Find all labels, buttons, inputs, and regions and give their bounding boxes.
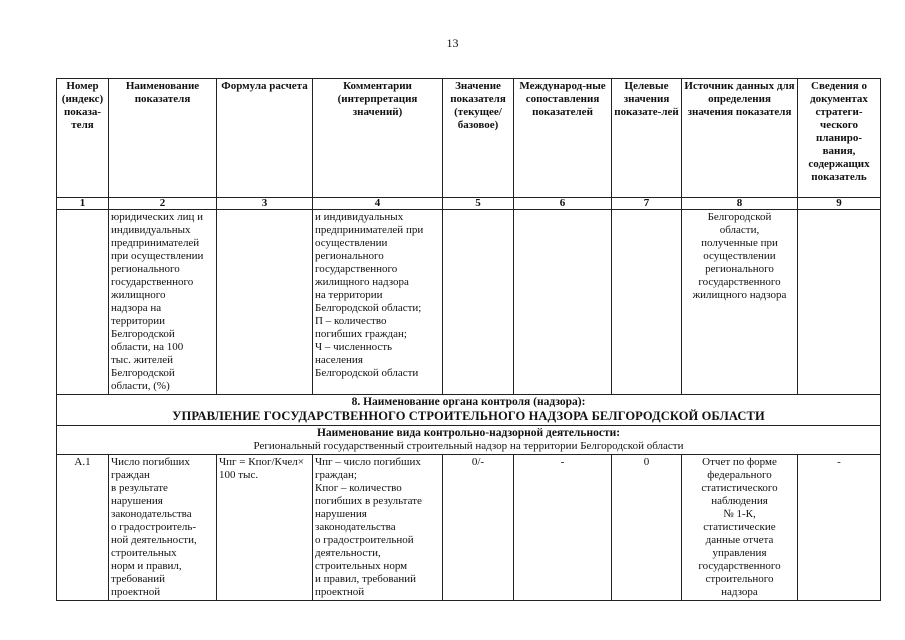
cell-text-line: и правил, требований: [315, 573, 416, 586]
cont-name-cell: [109, 210, 217, 395]
cell-text-line: области, на 100: [111, 340, 184, 353]
cont-comment-cell: [313, 210, 443, 395]
cont-index-cell: [57, 210, 109, 395]
cell-text-line: жилищного надзора: [315, 275, 409, 288]
cell-text-line: Чпг – число погибших: [315, 456, 421, 469]
cell-text-line: Число погибших: [111, 456, 190, 469]
cell-text-line: статистического: [701, 482, 778, 495]
cell-text-line: Белгородской: [111, 327, 175, 340]
section-authority-name: УПРАВЛЕНИЕ ГОСУДАРСТВЕННОГО СТРОИТЕЛЬНОГО НАДЗОРА БЕЛГОРОДСКОЙ ОБЛАСТИ: [172, 409, 765, 424]
cell-text-line: проектной: [111, 586, 161, 599]
column-number: 9: [798, 198, 881, 210]
cell-text-line: регионального: [315, 249, 384, 262]
cell-text-line: юридических лиц и: [111, 211, 204, 223]
cell-text-line: в результате: [111, 482, 168, 495]
cell-text-line: строительного: [705, 573, 774, 586]
cell-text-line: управления: [712, 547, 767, 560]
cont-value-cell: [443, 210, 514, 395]
row-value: 0/-: [443, 455, 514, 601]
header-source: Источник данных для определения значения показателя: [682, 79, 798, 198]
row-target: 0: [612, 455, 682, 601]
cell-text-line: проектной: [315, 586, 365, 599]
cell-text-line: № 1-К,: [723, 508, 756, 521]
cell-text-line: надзора: [721, 586, 758, 599]
cell-text-line: нарушения: [111, 495, 163, 508]
cell-text-line: области,: [719, 223, 760, 236]
section-heading: [57, 394, 881, 425]
cont-target-cell: [612, 210, 682, 395]
cell-text-line: Кпог – количество: [315, 482, 402, 495]
cell-text-line: погибших граждан;: [315, 327, 407, 340]
subsection-heading: [57, 425, 881, 455]
cell-text-line: государственного: [111, 275, 194, 288]
cont-source-cell: [682, 210, 798, 395]
row-docs: -: [798, 455, 881, 601]
cell-text-line: Чпг = Кпог/Кчел×: [219, 456, 304, 469]
column-number: 2: [109, 198, 217, 210]
cell-text-line: и индивидуальных: [315, 211, 404, 223]
cont-intl-cell: [514, 210, 612, 395]
subsection-title: Наименование вида контрольно-надзорной деятельности:: [316, 426, 621, 439]
cell-text-line: П – количество: [315, 314, 387, 327]
cell-text-line: о градостроитель-: [111, 521, 197, 534]
cell-text-line: Белгородской: [111, 366, 175, 379]
cell-text-line: нарушения: [315, 508, 367, 521]
continued-row: [57, 210, 881, 395]
cell-text-line: Отчет по форме: [702, 456, 777, 469]
cell-text-line: 100 тыс.: [219, 469, 259, 482]
row-indicator-name: [109, 455, 217, 601]
cell-text-line: строительных: [111, 547, 177, 560]
cell-text-line: наблюдения: [711, 495, 768, 508]
cell-text-line: требований: [111, 573, 166, 586]
cell-text-line: полученные при: [701, 236, 778, 249]
column-number: 7: [612, 198, 682, 210]
header-formula: Формула расчета: [217, 79, 313, 198]
column-number: 8: [682, 198, 798, 210]
cell-text-line: ной деятельности,: [111, 534, 197, 547]
subsection-row: [57, 425, 881, 455]
cell-text-line: федерального: [707, 469, 772, 482]
column-number: 4: [313, 198, 443, 210]
cell-text-line: данные отчета: [705, 534, 774, 547]
cell-text-line: погибших в результате: [315, 495, 422, 508]
section-number-title: 8. Наименование органа контроля (надзора):: [351, 395, 586, 408]
cell-text-line: надзора на: [111, 301, 162, 314]
cell-text-line: предпринимателей: [111, 236, 200, 249]
column-number: 6: [514, 198, 612, 210]
cell-text-line: статистические: [703, 521, 776, 534]
indicator-table: [56, 78, 881, 601]
cell-text-line: жилищного надзора: [692, 288, 787, 301]
cell-text-line: Белгородской области: [315, 366, 419, 379]
cell-text-line: о градостроительной: [315, 534, 414, 547]
cell-text-line: осуществлении: [703, 249, 776, 262]
cell-text-line: жилищного: [111, 288, 166, 301]
cell-text-line: деятельности,: [315, 547, 381, 560]
cell-text-line: норм и правил,: [111, 560, 182, 573]
cell-text-line: граждан;: [315, 469, 357, 482]
cell-text-line: осуществлении: [315, 236, 388, 249]
row-comment: [313, 455, 443, 601]
row-formula: [217, 455, 313, 601]
cell-text-line: регионального: [705, 262, 774, 275]
cell-text-line: граждан: [111, 469, 150, 482]
header-comments: Комментарии (интерпретация значений): [313, 79, 443, 198]
cell-text-line: законодательства: [315, 521, 396, 534]
header-index: Номер (индекс) показа-теля: [57, 79, 109, 198]
header-documents: Сведения о документах стратеги-ческого планиро-вания, содержащих показатель: [798, 79, 881, 198]
cell-text-line: на территории: [315, 288, 383, 301]
cell-text-line: тыс. жителей: [111, 353, 174, 366]
cell-text-line: государственного: [315, 262, 398, 275]
subsection-activity: Региональный государственный строительный надзор на территории Белгородской области: [253, 440, 684, 453]
cell-text-line: Ч – численность: [315, 340, 393, 353]
cell-text-line: Белгородской: [707, 211, 772, 223]
section-row: [57, 394, 881, 425]
row-source: [682, 455, 798, 601]
cell-text-line: строительных норм: [315, 560, 408, 573]
cell-text-line: области, (%): [111, 379, 170, 392]
row-index: А.1: [57, 455, 109, 601]
header-row: [57, 79, 881, 198]
cont-formula-cell: [217, 210, 313, 395]
cell-text-line: законодательства: [111, 508, 192, 521]
cell-text-line: при осуществлении: [111, 249, 204, 262]
header-international: Международ-ные сопоставления показателей: [514, 79, 612, 198]
header-name: Наименование показателя: [109, 79, 217, 198]
cont-docs-cell: [798, 210, 881, 395]
cell-text-line: регионального: [111, 262, 180, 275]
page-number: 13: [446, 36, 459, 50]
cell-text-line: государственного: [698, 275, 781, 288]
row-intl: -: [514, 455, 612, 601]
table-row: [57, 455, 881, 601]
header-target: Целевые значения показате-лей: [612, 79, 682, 198]
cell-text-line: государственного: [698, 560, 781, 573]
cell-text-line: населения: [315, 353, 363, 366]
cell-text-line: территории: [111, 314, 166, 327]
cell-text-line: предпринимателей при: [315, 223, 424, 236]
cell-text-line: индивидуальных: [111, 223, 191, 236]
column-number: 3: [217, 198, 313, 210]
cell-text-line: Белгородской области;: [315, 301, 422, 314]
column-numbers-row: [57, 198, 881, 210]
column-number: 1: [57, 198, 109, 210]
header-value: Значение показателя (текущее/ базовое): [443, 79, 514, 198]
column-number: 5: [443, 198, 514, 210]
